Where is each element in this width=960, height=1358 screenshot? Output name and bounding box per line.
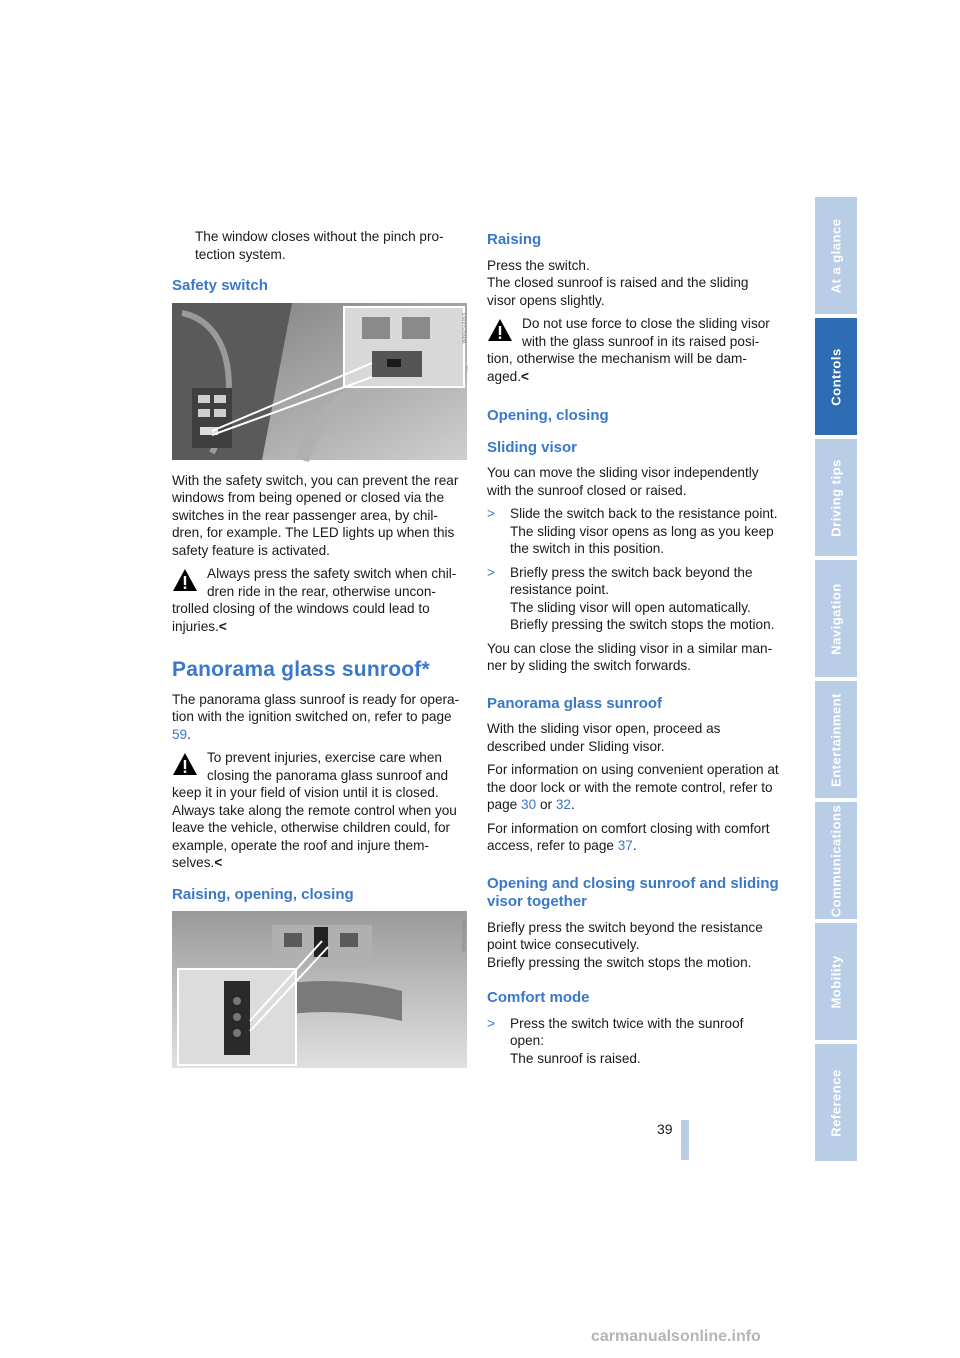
heading-opening-closing: Opening, closing [487, 407, 609, 424]
heading-opening-together: Opening and closing sunroof and sliding visor together [487, 874, 779, 910]
sunroof-switch-photo [172, 911, 467, 1068]
overhead-console-illustration [172, 911, 467, 1068]
warning-triangle-icon [172, 752, 198, 776]
warning-triangle-icon [172, 568, 198, 592]
page-link-37[interactable]: 37 [617, 838, 633, 853]
tab-reference[interactable]: Reference [815, 1044, 857, 1161]
page-link-59[interactable]: 59 [172, 726, 188, 742]
heading-panorama-sunroof: Panorama glass sunroof* [172, 658, 430, 681]
dashboard-door-illustration [172, 303, 467, 460]
tab-communications[interactable]: Communications [815, 802, 857, 919]
list-item: > Briefly press the switch back beyond the resistance point. The sliding visor will open automatically. Briefly pressing the switch stops the motion. [487, 564, 775, 632]
heading-raising-opening-closing: Raising, opening, closing [172, 885, 354, 903]
section-tabs [815, 197, 857, 1165]
paragraph-sunroof: The panorama glass sunroof is ready for opera-tion with the ignition switched on, refer to page 59. [172, 691, 460, 742]
heading-panorama-glass-sunroof: Panorama glass sunroof [487, 694, 663, 712]
tab-controls[interactable]: Controls [815, 318, 857, 435]
page-link-30[interactable]: 30 [521, 797, 537, 812]
tab-mobility[interactable]: Mobility [815, 923, 857, 1040]
tab-at-a-glance[interactable]: At a glance [815, 197, 857, 314]
list-item: > Press the switch twice with the sunroof open: The sunroof is raised. [487, 1015, 744, 1066]
left-column [172, 228, 467, 1080]
paragraph-pinch: The window closes without the pinch pro-tection system. [195, 229, 444, 262]
page-link-32[interactable]: 32 [555, 797, 571, 812]
footer-watermark[interactable]: carmanualsonline.info [591, 1328, 761, 1345]
tab-entertainment[interactable]: Entertainment [815, 681, 857, 798]
list-item: > Slide the switch back to the resistance point. The sliding visor opens as long as you keep the switch in this position. [487, 506, 778, 556]
paragraph-safety: With the safety switch, you can prevent the rear windows from being opened or closed via the switches in the rear passenger area, by chil-dren, for example. The LED lights up when this safety feature is activated. [172, 472, 459, 558]
image-code: W6NS0063 [462, 312, 468, 344]
safety-switch-photo [172, 303, 467, 460]
tab-driving-tips[interactable]: Driving tips [815, 439, 857, 556]
warning-triangle-icon [487, 318, 513, 342]
right-column: Raising Press the switch. The closed sunroof is raised and the sliding visor opens slightly. Do not use force to close the sliding visor with the glass sunroof in its raised posi- tion, otherwise the mechanism will be dam-aged.< Opening, closing Sliding visor You can move the sliding visor independently with the sunroof closed or raised. > Slide the switch back to the resistance point. The sliding visor opens as long as you keep the switch in this position. > Briefly press the switch back beyond the resistance point. The sliding visor will open automatically. Briefly pressing the switch stops the motion. You can close the sliding visor in a similar man-ner by sliding the switch forwards. Panorama glass sunroof With the sliding visor open, proceed as described under Sliding visor. For information on using convenient operation at the door lock or with the remote control, refer to page 30 or 32. For information on comfort closing with comfort access, refer to page 37. Opening and closing sunroof and sliding visor together Briefly press the switch beyond the resistance point twice consecutively. Briefly pressing the switch stops the motion. Comfort mode > Press the switch twice with the sunroof open: The sunroof is raised. [487, 231, 779, 1066]
heading-comfort-mode: Comfort mode [487, 989, 590, 1006]
heading-sliding-visor: Sliding visor [487, 438, 578, 456]
tab-navigation[interactable]: Navigation [815, 560, 857, 677]
warning-safety: Always press the safety switch when chil-dren ride in the rear, otherwise uncon- trolled closing of the windows could lead to injuries.< [172, 566, 457, 634]
image-code: W6NS0064 [462, 921, 468, 952]
page-marker [681, 1120, 689, 1160]
page-number: 39 [657, 1121, 673, 1137]
heading-raising: Raising [487, 231, 542, 248]
warning-sunroof: To prevent injuries, exercise care when closing the panorama glass sunroof and keep it in your field of vision until it is closed. Always take along the remote control when you leave the vehicle, otherwise children could, for example, operate the roof and injure them-selves.< [172, 750, 457, 870]
warning-raising: Do not use force to close the sliding visor with the glass sunroof in its raised posi- tion, otherwise the mechanism will be dam-aged.< [487, 316, 770, 384]
heading-safety-switch: Safety switch [172, 277, 268, 294]
